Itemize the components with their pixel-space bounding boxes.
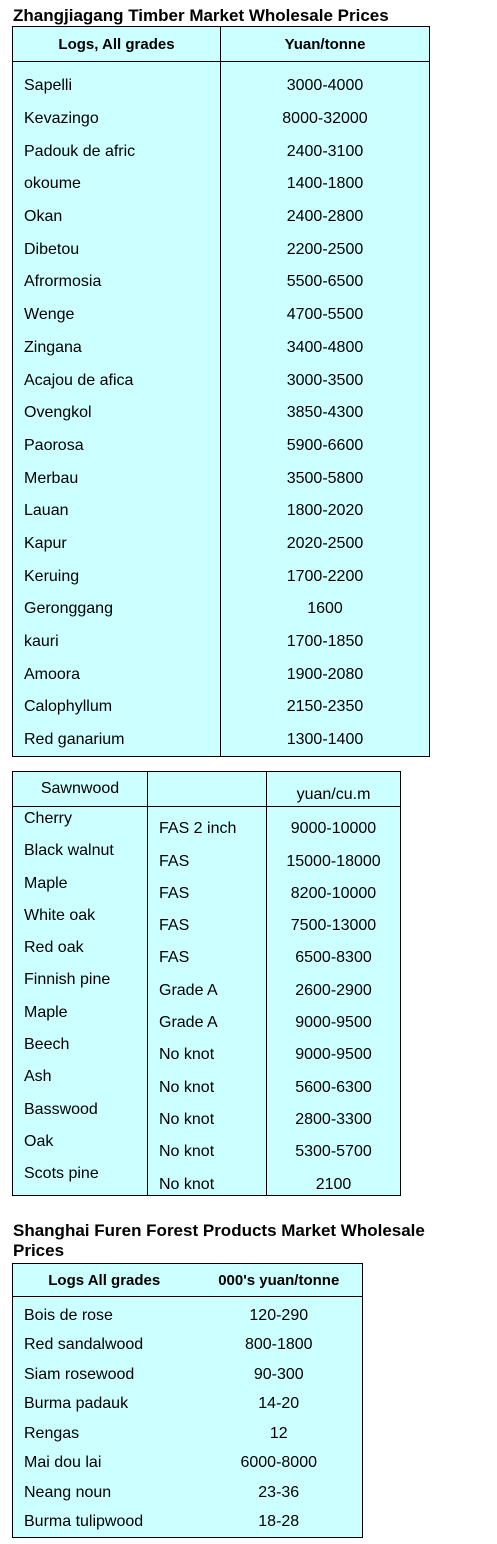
price-cell: 1700-2200 (286, 567, 364, 585)
table-row (13, 593, 430, 626)
section3-title-line1: Shanghai Furen Forest Products Market Wholesale (13, 1221, 425, 1240)
zhangjiagang-logs-table (12, 26, 430, 757)
table-row (13, 936, 401, 968)
price-cell: 2600-2900 (295, 981, 372, 999)
price-cell: 3000-3500 (286, 371, 364, 389)
species-cell: Sapelli (13, 62, 221, 103)
column-header-yuan-tonne: Yuan/tonne (221, 27, 430, 62)
price-cell: 1800-2020 (286, 502, 364, 520)
species-cell: Acajou de afica (13, 364, 221, 397)
price-cell: 18-28 (258, 1513, 300, 1531)
column-header-yuan-cum: yuan/cu.m (267, 772, 401, 807)
price-cell: 120-290 (249, 1306, 309, 1324)
species-cell: Burma padauk (24, 1395, 129, 1413)
table-row (13, 1419, 363, 1449)
table-row (13, 299, 430, 332)
table-row (13, 364, 430, 397)
column-header-sawnwood: Sawnwood (13, 772, 148, 807)
table-row (13, 495, 430, 528)
table-row (13, 62, 430, 103)
species-cell: Maple (13, 872, 148, 904)
species-cell: Merbau (13, 462, 221, 495)
price-cell: 90-300 (253, 1365, 304, 1383)
table-row (13, 397, 430, 430)
grade-cell: FAS (148, 872, 267, 904)
price-cell: 5900-6600 (286, 436, 364, 454)
price-cell: 1400-1800 (286, 175, 364, 193)
grade-cell: No knot (148, 1033, 267, 1065)
table-row (13, 266, 430, 299)
species-cell: Scots pine (13, 1162, 148, 1195)
price-cell: 3500-5800 (286, 469, 364, 487)
price-cell: 6500-8300 (295, 949, 372, 967)
grade-cell: Grade A (148, 968, 267, 1000)
price-cell: 8000-32000 (282, 110, 368, 128)
table-row (13, 872, 401, 904)
price-cell: 1600 (307, 600, 343, 618)
price-cell: 12 (269, 1424, 288, 1442)
species-cell: Oak (13, 1130, 148, 1162)
table-header-row (13, 27, 430, 62)
table-row (13, 560, 430, 593)
species-cell: Beech (13, 1033, 148, 1065)
section1-title: Zhangjiagang Timber Market Wholesale Prices (13, 6, 389, 25)
species-cell: Amoora (13, 658, 221, 691)
grade-cell: Grade A (148, 1001, 267, 1033)
table-row (13, 968, 401, 1000)
table-row (13, 332, 430, 365)
table-row (13, 1130, 401, 1162)
price-cell: 2400-2800 (286, 208, 364, 226)
table-row (13, 233, 430, 266)
table-row (13, 724, 430, 757)
table-row (13, 691, 430, 724)
price-cell: 9000-9500 (295, 1014, 372, 1032)
price-cell: 2020-2500 (286, 534, 364, 552)
table-row (13, 626, 430, 659)
species-cell: Basswood (13, 1098, 148, 1130)
table-row (13, 1033, 401, 1065)
species-cell: Kevazingo (13, 103, 221, 136)
table-row (13, 1065, 401, 1097)
price-cell: 2800-3300 (295, 1110, 372, 1128)
table-row (13, 1449, 363, 1479)
table-header-row (13, 1264, 363, 1297)
column-header-logs: Logs, All grades (13, 27, 221, 62)
price-cell: 800-1800 (244, 1336, 313, 1354)
table-row (13, 1331, 363, 1361)
price-cell: 2100 (315, 1175, 352, 1193)
species-cell: Zingana (13, 332, 221, 365)
table-row (13, 807, 401, 840)
section3-title (13, 1221, 425, 1261)
price-cell: 14-20 (258, 1395, 300, 1413)
table-row (13, 1001, 401, 1033)
species-cell: Padouk de afric (13, 135, 221, 168)
grade-cell: FAS (148, 839, 267, 871)
price-cell: 6000-8000 (240, 1454, 317, 1472)
price-cell: 23-36 (258, 1483, 300, 1501)
price-cell: 4700-5500 (286, 306, 364, 324)
species-cell: Rengas (24, 1424, 80, 1442)
species-cell: Ovengkol (13, 397, 221, 430)
species-cell: Calophyllum (13, 691, 221, 724)
price-cell: 1700-1850 (286, 633, 364, 651)
table-row (13, 430, 430, 463)
table-row (13, 528, 430, 561)
species-cell: Finnish pine (13, 968, 148, 1000)
price-cell: 3400-4800 (286, 338, 364, 356)
species-cell: Bois de rose (24, 1306, 113, 1324)
species-cell: Red oak (13, 936, 148, 968)
column-header-000s-yuan-tonne: 000's yuan/tonne (196, 1264, 363, 1297)
column-header-logs: Logs All grades (13, 1264, 196, 1297)
price-cell: 3000-4000 (286, 77, 364, 95)
table-row (13, 135, 430, 168)
grade-cell: No knot (148, 1065, 267, 1097)
table-row (13, 1360, 363, 1390)
grade-cell: FAS (148, 936, 267, 968)
species-cell: White oak (13, 904, 148, 936)
sawnwood-table (12, 771, 401, 1196)
price-cell: 5500-6500 (286, 273, 364, 291)
species-cell: Okan (13, 201, 221, 234)
species-cell: Burma tulipwood (24, 1513, 144, 1531)
table-row (13, 839, 401, 871)
price-cell: 8200-10000 (290, 884, 377, 902)
species-cell: Mai dou lai (24, 1454, 102, 1472)
table-row (13, 201, 430, 234)
table-row (13, 1162, 401, 1195)
species-cell: okoume (13, 168, 221, 201)
table-row (13, 1478, 363, 1508)
grade-cell: FAS (148, 904, 267, 936)
species-cell: Wenge (13, 299, 221, 332)
price-cell: 15000-18000 (286, 852, 381, 870)
species-cell: Ash (13, 1065, 148, 1097)
grade-cell: No knot (148, 1130, 267, 1162)
price-cell: 7500-13000 (290, 917, 377, 935)
species-cell: Red sandalwood (24, 1336, 144, 1354)
price-cell: 5300-5700 (295, 1143, 372, 1161)
species-cell: Neang noun (24, 1483, 112, 1501)
table-row (13, 904, 401, 936)
species-cell: kauri (13, 626, 221, 659)
species-cell: Dibetou (13, 233, 221, 266)
table-row (13, 103, 430, 136)
table-row (13, 658, 430, 691)
price-cell: 5600-6300 (295, 1078, 372, 1096)
price-cell: 1900-2080 (286, 665, 364, 683)
species-cell: Red ganarium (13, 724, 221, 757)
price-cell: 9000-9500 (295, 1046, 372, 1064)
species-cell: Maple (13, 1001, 148, 1033)
species-cell: Kapur (13, 528, 221, 561)
table-row (13, 462, 430, 495)
column-header-grade (148, 772, 267, 807)
price-cell: 2400-3100 (286, 142, 364, 160)
grade-cell: FAS 2 inch (148, 807, 267, 840)
species-cell: Lauan (13, 495, 221, 528)
species-cell: Black walnut (13, 839, 148, 871)
price-cell: 1300-1400 (286, 731, 364, 749)
section3-title-line2: Prices (13, 1241, 65, 1260)
price-cell: 2200-2500 (286, 240, 364, 258)
price-cell: 2150-2350 (286, 698, 364, 716)
table-header-row (13, 772, 401, 807)
price-cell: 9000-10000 (290, 820, 377, 838)
price-cell: 3850-4300 (286, 404, 364, 422)
species-cell: Paorosa (13, 430, 221, 463)
species-cell: Cherry (13, 807, 148, 840)
species-cell: Siam rosewood (24, 1365, 135, 1383)
grade-cell: No knot (148, 1098, 267, 1130)
table-row (13, 168, 430, 201)
table-row (13, 1508, 363, 1538)
shanghai-logs-table (12, 1263, 363, 1538)
species-cell: Geronggang (13, 593, 221, 626)
table-row (13, 1297, 363, 1331)
grade-cell: No knot (148, 1162, 267, 1195)
species-cell: Keruing (13, 560, 221, 593)
species-cell: Afrormosia (13, 266, 221, 299)
table-row (13, 1098, 401, 1130)
table-row (13, 1390, 363, 1420)
